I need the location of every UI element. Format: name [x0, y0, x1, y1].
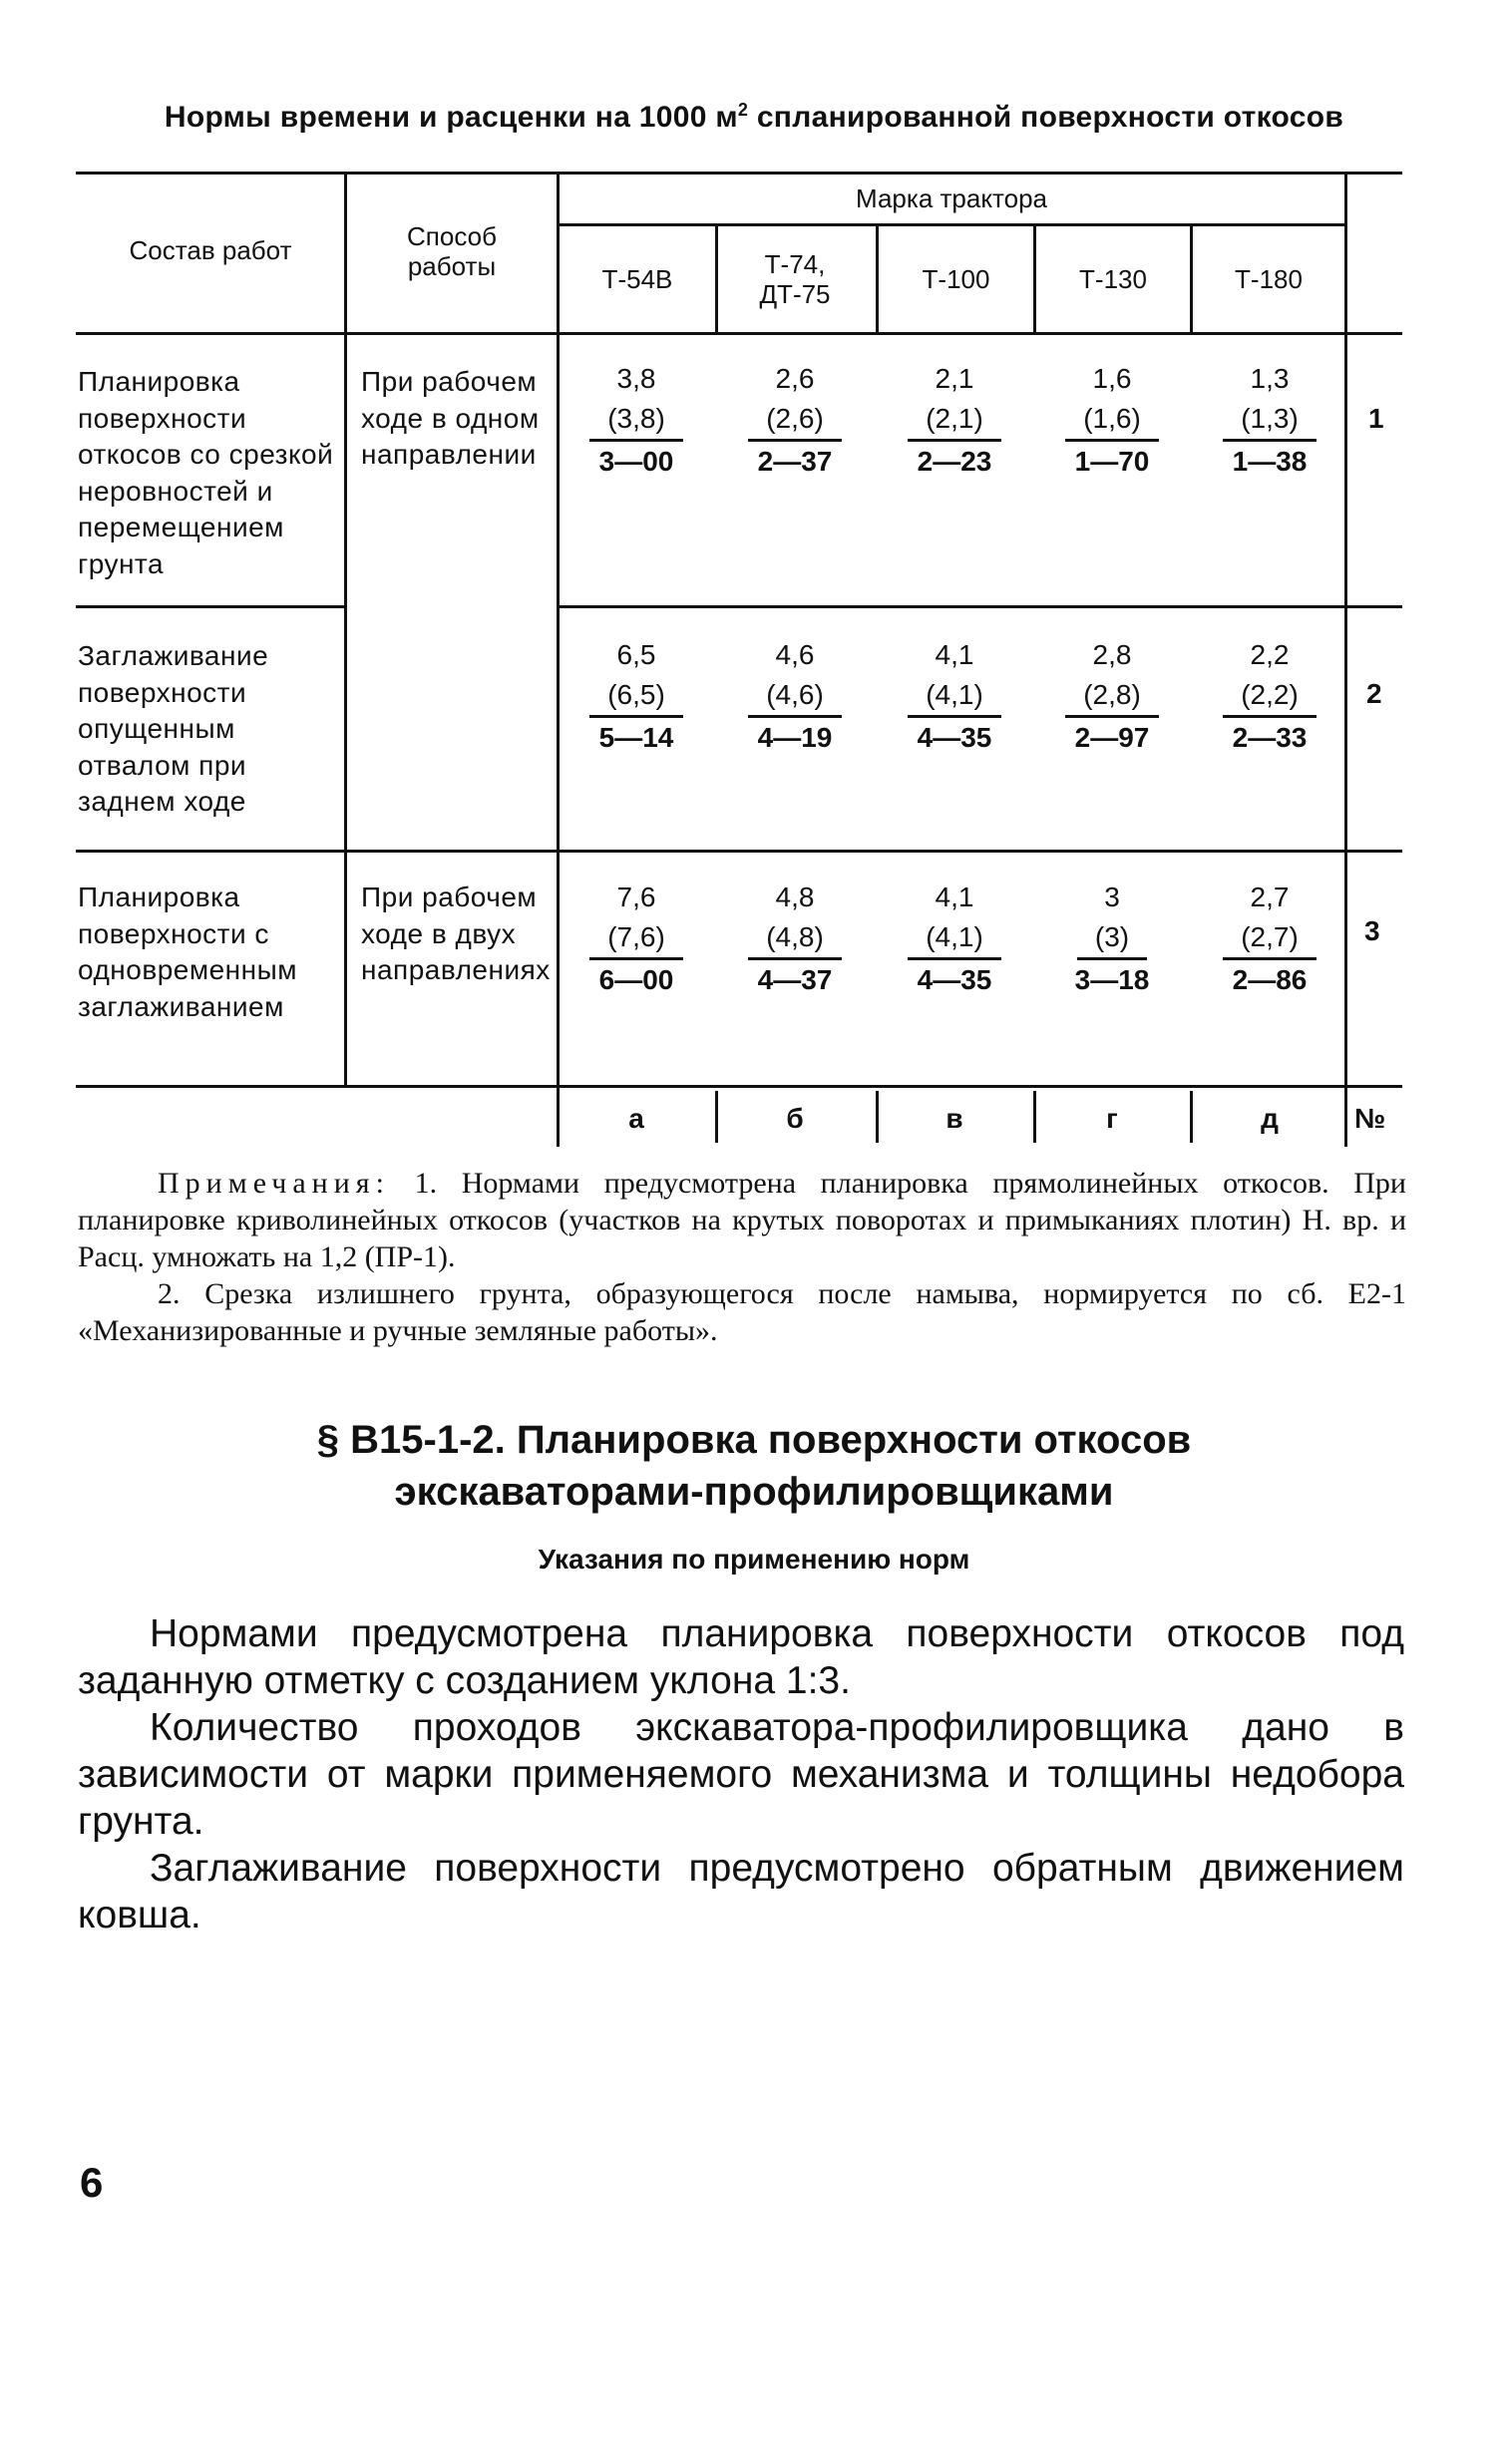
price-value: 2—97: [1074, 722, 1150, 753]
section-subheading: Указания по применению норм: [538, 1544, 970, 1575]
row2-cell-c: [880, 635, 1029, 758]
norm-value: 4,8: [775, 881, 815, 912]
norm-alt-value: (4,8): [748, 917, 842, 960]
price-value: 1—38: [1232, 446, 1308, 477]
norm-value: 1,6: [1092, 363, 1132, 394]
tractor-group-header: Марка трактора: [856, 183, 1047, 213]
norm-alt-value: (4,1): [908, 675, 1001, 718]
row3-work: Планировка поверхности с одновременным заглаживанием: [78, 881, 297, 1022]
method-col-divider: [557, 175, 560, 1147]
norm-alt-value: (2,1): [908, 399, 1001, 442]
number-label: №: [1354, 1103, 1386, 1134]
note-2: 2. Срезка излишнего грунта, образующегося после намыва, нормируется по сб. Е2-1 «Механизированные и ручные земляные работы».: [78, 1277, 1406, 1347]
tractor-header-t74: Т-74, ДТ-75: [759, 249, 831, 309]
norm-value: 4,6: [775, 639, 815, 670]
row1-cell-a: [562, 359, 711, 482]
row1-cell-e: [1195, 359, 1344, 482]
row1-bottom-rule: [76, 605, 347, 608]
norm-alt-value: (6,5): [589, 675, 683, 718]
title-superscript: 2: [737, 100, 749, 120]
row3-cell-b: [720, 878, 870, 1000]
row3-method: При рабочем ходе в двух направлениях: [361, 881, 551, 985]
row2-cell-a: [562, 635, 711, 758]
norm-value: 3,8: [616, 363, 656, 394]
col-letter-a: а: [628, 1103, 644, 1134]
norm-alt-value: (3): [1077, 917, 1147, 960]
row1-cell-d: [1037, 359, 1187, 482]
norm-value: 4,1: [935, 881, 974, 912]
norm-alt-value: (7,6): [589, 917, 683, 960]
work-col-divider: [344, 175, 347, 1085]
row2-work: Заглаживание поверхности опущенным отвалом при заднем ходе: [78, 640, 269, 817]
norm-alt-value: (2,6): [748, 399, 842, 442]
header-bottom-rule: [76, 332, 1402, 335]
row3-cell-d: [1037, 878, 1187, 1000]
title-rest: спланированной поверхности откосов: [748, 101, 1344, 134]
method-column-header: Способ работы: [407, 221, 497, 281]
row2-number: 2: [1366, 678, 1382, 709]
title-main: Нормы времени и расценки на 1000 м: [164, 101, 738, 134]
body-paragraph: Заглаживание поверхности предусмотрено обратным движением ковша.: [78, 1847, 1404, 1936]
table-top-rule: [76, 172, 1402, 175]
section-heading-line1: § В15-1-2. Планировка поверхности откосов: [316, 1418, 1192, 1462]
tractor-header-t130: Т-130: [1079, 264, 1147, 294]
col-letter-c: в: [945, 1103, 963, 1134]
section-body: [78, 1610, 1404, 1938]
row2-bottom-rule: [76, 850, 1402, 853]
norm-value: 2,6: [775, 363, 815, 394]
price-value: 6—00: [598, 964, 674, 995]
tractor-group-right: [1344, 175, 1347, 1147]
col-letter-e: д: [1261, 1103, 1279, 1134]
letter-divider-1: [715, 1091, 718, 1143]
row1-method: При рабочем ходе в одном направлении: [361, 366, 540, 470]
notes-block: [78, 1165, 1406, 1349]
note-1: [78, 1165, 1406, 1275]
norm-alt-value: (1,6): [1065, 399, 1159, 442]
norm-alt-value: (3,8): [589, 399, 683, 442]
row1-work: Планировка поверхности откосов со срезкой неровностей и перемещением грунта: [78, 366, 334, 579]
row3-cell-a: [562, 878, 711, 1000]
norm-alt-value: (2,2): [1223, 675, 1317, 718]
price-value: 4—19: [757, 722, 833, 753]
norm-value: 2,2: [1250, 639, 1290, 670]
price-value: 3—18: [1074, 964, 1150, 995]
tractor-header-t54v: Т-54В: [601, 264, 673, 294]
norm-value: 4,1: [935, 639, 974, 670]
row1-cell-b: [720, 359, 870, 482]
price-value: 2—33: [1232, 722, 1308, 753]
row3-cell-c: [880, 878, 1029, 1000]
norm-alt-value: (4,1): [908, 917, 1001, 960]
notes-label: Примечания:: [158, 1167, 390, 1200]
table-bottom-rule: [76, 1085, 1402, 1088]
letter-divider-4: [1190, 1091, 1193, 1143]
price-value: 5—14: [598, 722, 674, 753]
section-heading: [0, 1414, 1508, 1518]
note-1-text: 1. Нормами предусмотрена планировка прямолинейных откосов. При планировке криволинейных откосов (участков на крутых поворотах и примыканиях плотин) Н. вр. и Расц. умножать на 1,2 (ПР-1).: [78, 1167, 1406, 1273]
col-letter-d: г: [1106, 1103, 1118, 1134]
price-value: 4—35: [917, 722, 992, 753]
row2-cell-d: [1037, 635, 1187, 758]
page-title: [0, 100, 1508, 135]
row3-number: 3: [1364, 915, 1380, 946]
price-value: 2—86: [1232, 964, 1308, 995]
norm-value: 2,1: [935, 363, 974, 394]
price-value: 4—35: [917, 964, 992, 995]
norm-value: 2,8: [1092, 639, 1132, 670]
body-paragraph: Количество проходов экскаватора-профилировщика дано в зависимости от марки применяемого механизма и толщины недобора грунта.: [78, 1706, 1404, 1843]
norm-value: 3: [1104, 881, 1120, 912]
price-value: 1—70: [1074, 446, 1150, 477]
norm-value: 6,5: [616, 639, 656, 670]
price-value: 3—00: [598, 446, 674, 477]
row2-cell-e: [1195, 635, 1344, 758]
norm-value: 7,6: [616, 881, 656, 912]
tractor-group-rule: [557, 223, 1346, 226]
letter-divider-3: [1033, 1091, 1036, 1143]
price-value: 2—23: [917, 446, 992, 477]
norm-value: 1,3: [1250, 363, 1290, 394]
row2-cell-b: [720, 635, 870, 758]
norm-alt-value: (2,8): [1065, 675, 1159, 718]
row1-number: 1: [1368, 403, 1384, 434]
tractor-header-t100: Т-100: [922, 264, 990, 294]
page-number: 6: [80, 2159, 104, 2206]
col-a-divider: [715, 223, 718, 333]
norm-value: 2,7: [1250, 881, 1290, 912]
price-value: 4—37: [757, 964, 833, 995]
col-letter-b: б: [786, 1103, 804, 1134]
price-value: 2—37: [757, 446, 833, 477]
norm-alt-value: (1,3): [1223, 399, 1317, 442]
norm-alt-value: (2,7): [1223, 917, 1317, 960]
work-column-header: Состав работ: [129, 235, 292, 265]
row1-cell-c: [880, 359, 1029, 482]
row1-bottom-rule-right: [557, 605, 1402, 608]
tractor-header-t180: Т-180: [1235, 264, 1303, 294]
row3-cell-e: [1195, 878, 1344, 1000]
letter-divider-2: [876, 1091, 879, 1143]
section-heading-line2: экскаваторами-профилировщиками: [394, 1470, 1114, 1514]
body-paragraph: Нормами предусмотрена планировка поверхности откосов под заданную отметку с созданием уклона 1:3.: [78, 1612, 1404, 1702]
norm-alt-value: (4,6): [748, 675, 842, 718]
